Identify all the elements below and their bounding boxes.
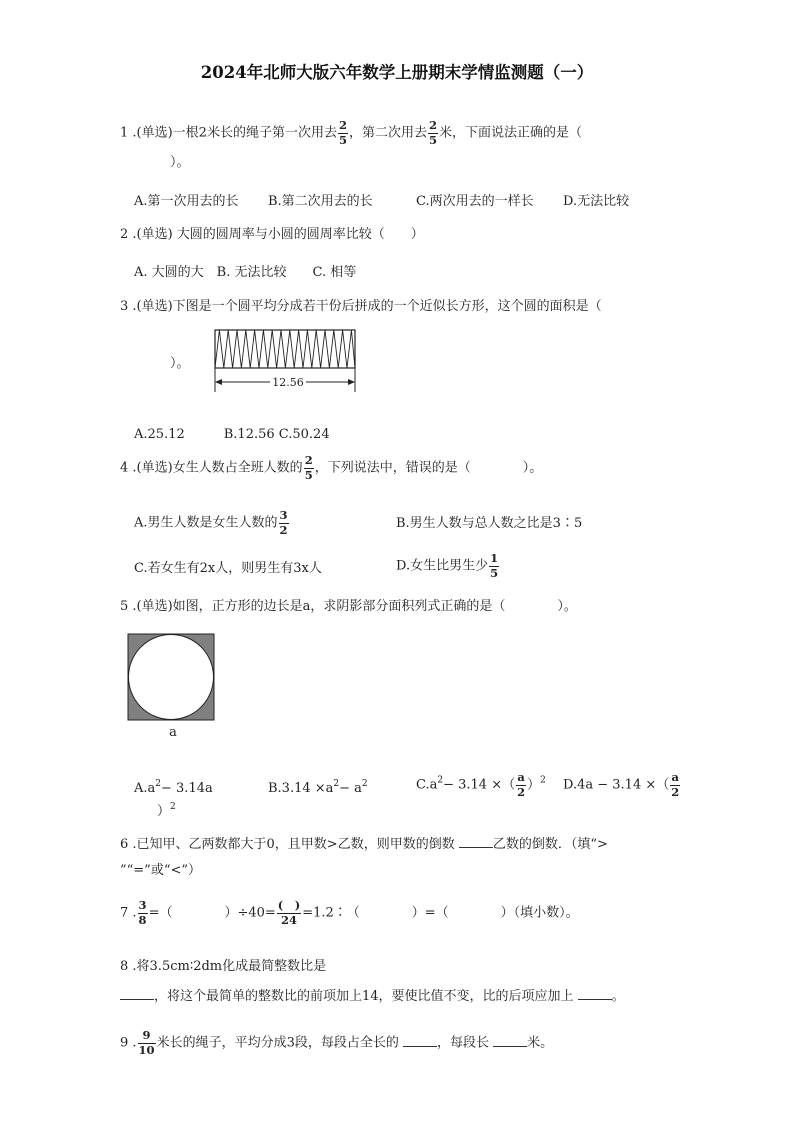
fraction: $\frac{3}{2}$ (279, 508, 288, 537)
q1-option-a[interactable]: A.第一次用去的长 (134, 194, 239, 209)
fraction: $\frac{2}{5}$ (338, 118, 347, 147)
q4-option-b[interactable]: B.男生人数与总人数之比是3∶5 (396, 516, 583, 531)
fraction: $\frac{2}{5}$ (428, 118, 437, 147)
q2-options[interactable]: A. 大圆的大 B. 无法比较 C. 相等 (134, 265, 357, 280)
question-4-stem: 4 .(单选)女生人数占全班人数的 $\frac{2}{5}$ ，下列说法中，错误的是（ ）。 (120, 453, 543, 482)
figure-length-label: 12.56 (272, 376, 304, 389)
q5-option-d-end: ）$^2$ (157, 802, 176, 819)
q5-option-b[interactable]: $B.3.14 \times a^2- a^2$ (268, 779, 368, 796)
question-9: 9 . $\frac{9}{10}$ 米长的绳子，平均分成3段，每段占全长的 ，每段长 米。 (120, 1028, 554, 1057)
question-3-stem-end: ）。 (170, 356, 190, 371)
answer-blank[interactable] (120, 988, 154, 1000)
question-1-stem: 1 .(单选)一根2米长的绳子第一次用去 $\frac{2}{5}$ ，第二次用去 $\frac{2}{5}$ 米，下面说法正确的是（ (120, 118, 583, 147)
answer-blank[interactable] (578, 988, 612, 1000)
q4-option-c[interactable]: C.若女生有2x人，则男生有3x人 (134, 561, 322, 576)
fraction: $\frac{a}{2}$ (517, 770, 526, 799)
question-8-line-2: ，将这个最简单的整数比的前项加上14，要使比值不变，比的后项应加上 。 (120, 988, 625, 1003)
question-5-stem: 5 .(单选)如图，正方形的边长是a，求阴影部分面积列式正确的是（ ）。 (120, 599, 577, 614)
question-2-stem: 2 .(单选) 大圆的圆周率与小圆的圆周率比较（ ） (120, 227, 424, 242)
fraction: $\frac{1}{5}$ (490, 551, 499, 580)
page-title: 2024年北师大版六年数学上册期末学情监测题（一） (200, 63, 594, 82)
question-8-line-1: 8 .将3.5cm∶2dm化成最简整数比是 (120, 959, 327, 974)
rectangle-figure (212, 326, 358, 394)
fraction: $\frac{3}{8}$ (138, 898, 147, 927)
question-1-stem-end: ）。 (170, 155, 190, 170)
question-6-line-2: ”“=”或“<”） (120, 863, 202, 878)
side-length-label: a (169, 725, 177, 739)
q5-option-a[interactable]: $A.a^2- 3.14a$ (134, 779, 213, 796)
q5-option-d[interactable]: D.4a − 3.14 ×（ $\frac{a}{2}$ (563, 770, 680, 799)
q1-option-c[interactable]: C.两次用去的一样长 (416, 194, 534, 209)
fraction: $\frac{a}{2}$ (671, 770, 680, 799)
q5-option-c[interactable]: $C.a^2- 3.14$ ×（ $\frac{a}{2}$ ）$^2$ (416, 770, 546, 799)
fraction: $\frac{9}{10}$ (138, 1028, 155, 1057)
answer-blank[interactable] (459, 836, 493, 848)
question-6-line-1: 6 .已知甲、乙两数都大于0，且甲数>乙数，则甲数的倒数 乙数的倒数．（填“> (120, 837, 608, 852)
fraction: $\frac{( )}{24}$ (277, 898, 301, 927)
answer-blank[interactable] (493, 1035, 527, 1047)
q4-option-a[interactable]: A.男生人数是女生人数的 $\frac{3}{2}$ (134, 508, 288, 537)
square-circle-figure (127, 633, 217, 739)
fraction: $\frac{2}{5}$ (304, 453, 313, 482)
q4-option-d[interactable]: D.女生比男生少 $\frac{1}{5}$ (396, 551, 499, 580)
q1-option-b[interactable]: B.第二次用去的长 (268, 194, 373, 209)
answer-blank[interactable] (403, 1035, 437, 1047)
question-3-stem: 3 .(单选)下图是一个圆平均分成若干份后拼成的一个近似长方形，这个圆的面积是（ (120, 299, 602, 314)
question-7: 7 . $\frac{3}{8}$ =（ ）÷40= $\frac{( )}{24}$ =1.2∶（ ）=（ ）（填小数）。 (120, 898, 579, 927)
q3-options[interactable]: A.25.12 B.12.56 C.50.24 (134, 427, 330, 442)
q1-option-d[interactable]: D.无法比较 (563, 194, 630, 209)
